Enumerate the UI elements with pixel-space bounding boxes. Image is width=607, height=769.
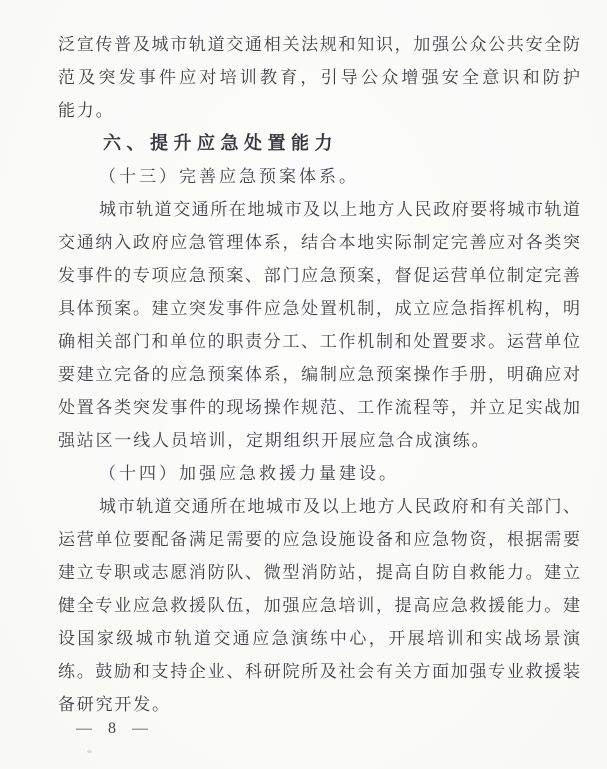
text-line: 泛宣传普及城市轨道交通相关法规和知识，加强公众公共安全防 — [58, 35, 580, 54]
text-line: 发事件的专项应急预案、部门应急预案，督促运营单位制定完善 — [58, 266, 580, 285]
text-line: 城市轨道交通所在地城市及以上地方人民政府和有关部门、 — [99, 497, 580, 516]
text-line: 具体预案。建立突发事件应急处置机制，成立应急指挥机构，明 — [58, 299, 580, 318]
page-number-label: — 8 — — [76, 720, 151, 737]
text-line: 强站区一线人员培训，定期组织开展应急合成演练。 — [58, 431, 491, 450]
text-line: 能力。 — [58, 101, 115, 120]
text-line: 处置各类突发事件的现场操作规范、工作流程等，并立足实战加 — [58, 398, 580, 417]
text-line: 备研究开发。 — [58, 695, 171, 714]
section-heading: 六、提升应急处置能力 — [103, 133, 338, 153]
text-line: 要建立完备的应急预案体系，编制应急预案操作手册，明确应对 — [58, 365, 580, 384]
subsection-heading: （十四）加强应急救援力量建设。 — [99, 464, 399, 483]
text-line: 确相关部门和单位的职责分工、工作机制和处置要求。运营单位 — [58, 332, 580, 351]
text-line: 设国家级城市轨道交通应急演练中心，开展培训和实战场景演 — [58, 629, 580, 648]
scan-artifact — [87, 750, 92, 753]
text-line: 健全专业应急救援队伍，加强应急培训，提高应急救援能力。建 — [58, 596, 580, 615]
text-line: 练。鼓励和支持企业、科研院所及社会有关方面加强专业救援装 — [58, 662, 580, 681]
page-number — [76, 714, 151, 744]
text-line: 范及突发事件应对培训教育，引导公众增强安全意识和防护 — [58, 68, 580, 87]
text-line: 交通纳入政府应急管理体系，结合本地实际制定完善应对各类突 — [58, 233, 580, 252]
text-line: 运营单位要配备满足需要的应急设施设备和应急物资，根据需要 — [58, 530, 580, 549]
text-line: 建立专职或志愿消防队、微型消防站，提高自防自救能力。建立 — [58, 563, 580, 582]
document-body — [58, 28, 580, 721]
subsection-heading: （十三）完善应急预案体系。 — [99, 167, 359, 186]
text-line: 城市轨道交通所在地城市及以上地方人民政府要将城市轨道 — [99, 200, 580, 219]
